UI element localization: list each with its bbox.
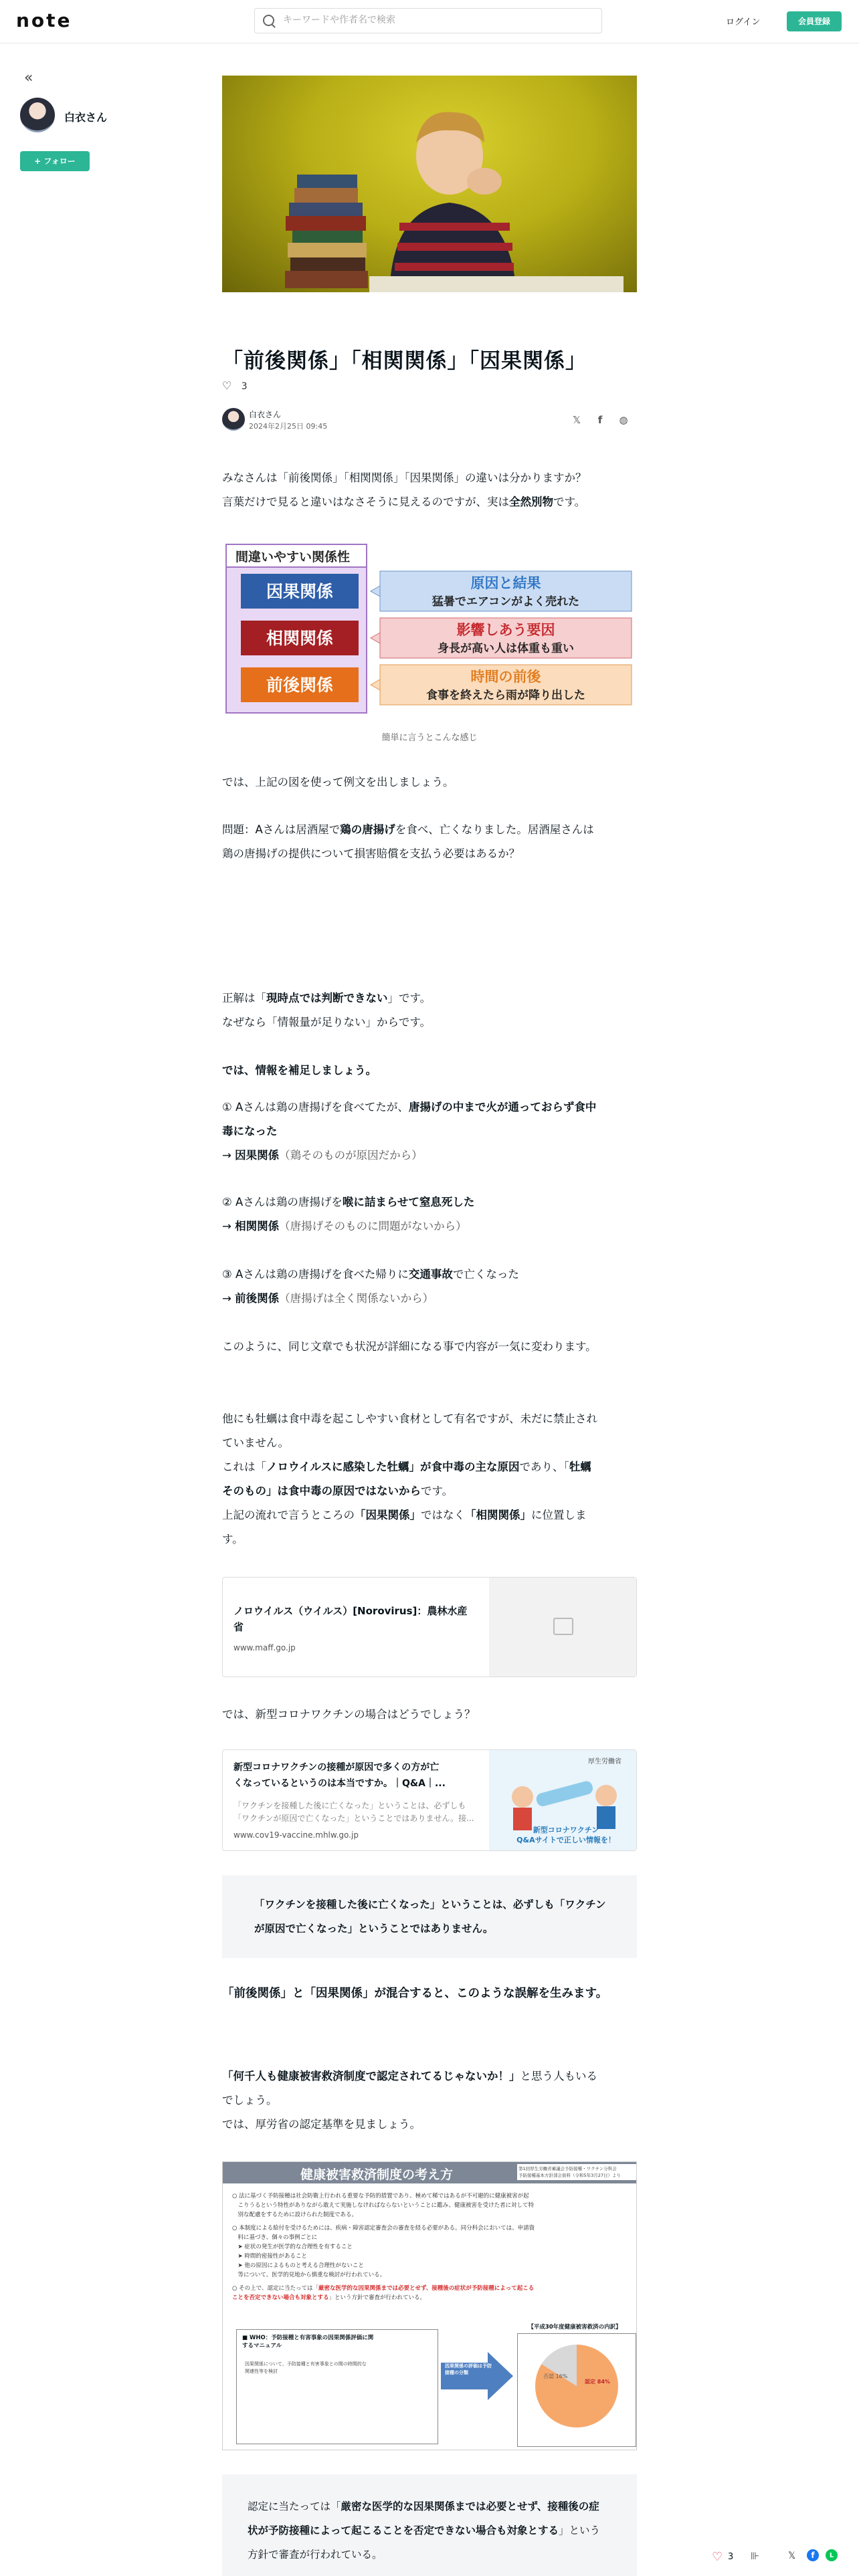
paragraph-oyster: 他にも牡蠣は食中毒を起こしやすい食材として有名ですが、未だに禁止され ていません。 これは「ノロウイルスに感染した牡蠣」が食中毒の主な原因であり、「牡蠣 そのもの」は食中毒の原因ではないからです。 上記の流れで言うところの「因果関係」ではなく「相関関係」に位置しま す。 <box>222 1412 597 1545</box>
diagram-sub-0: 猛暑でエアコンがよく売れた <box>432 595 580 609</box>
paragraph-example: では、上記の図を使って例文を出しましょう。 <box>222 776 454 788</box>
floating-heart-icon[interactable]: ♡ <box>712 2550 723 2564</box>
case-2: ② Aさんは鶏の唐揚げを喉に詰まらせて窒息死した → 相関関係（唐揚げそのものに問題がないから） <box>222 1196 475 1232</box>
heart-icon[interactable]: ♡ <box>222 379 232 392</box>
creator-name[interactable]: 白衣さん <box>64 111 108 124</box>
link-card-maff[interactable] <box>222 1577 637 1677</box>
heading-supplement: では、情報を補足しましょう。 <box>222 1064 377 1077</box>
slide-pie-chart <box>535 2345 618 2428</box>
link-card-mhlw[interactable] <box>222 1749 637 1851</box>
post-date: 2024年2月25日 09:45 <box>249 422 328 431</box>
mhlw-thumb-text: 新型コロナワクチン Q&Aサイトで正しい情報を！ <box>516 1826 615 1844</box>
signup-button[interactable]: 会員登録 <box>787 11 842 31</box>
collapse-sidebar-icon[interactable]: « <box>24 70 33 86</box>
diagram-left-1: 相関関係 <box>266 629 334 648</box>
mhlw-card-thumbnail <box>489 1750 636 1850</box>
slide-corner-note: 第1回厚生労働省審議会予防接種・ワクチン分科会 予防接種基本方針部会資料（令和5年3月27日）より <box>517 2164 637 2180</box>
floating-like-count: 3 <box>728 2552 734 2562</box>
paragraph-intro <box>222 466 644 514</box>
intro-line-1: みなさんは「前後関係」「相関関係」「因果関係」の違いは分かりますか？ <box>222 471 587 484</box>
hero-image <box>222 76 637 292</box>
blockquote-criteria: 認定に当たっては「厳密な医学的な因果関係までは必要とせず、接種後の症 状が予防接種によって起こることを否定できない場合も対象とする」という 方針で審査が行われている。 <box>222 2474 637 2576</box>
case-1: ① Aさんは鶏の唐揚げを食べてたが、唐揚げの中まで火が通っておらず食中 毒になった → 因果関係（鶏そのものが原因だから） <box>222 1101 597 1162</box>
login-link[interactable]: ログイン <box>726 17 761 27</box>
search-input[interactable] <box>282 14 592 26</box>
note-logo[interactable]: note <box>16 9 72 31</box>
x-share-icon[interactable]: 𝕏 <box>572 414 581 426</box>
author-avatar[interactable] <box>222 408 245 431</box>
creator-avatar[interactable] <box>20 98 55 132</box>
image-placeholder-icon <box>553 1618 573 1635</box>
mhlw-badge: 厚生労働省 <box>588 1758 622 1765</box>
author-name[interactable]: 白衣さん <box>249 410 282 419</box>
follow-button[interactable]: + フォロー <box>20 151 90 171</box>
diagram-sub-1: 身長が高い人は体重も重い <box>438 642 574 655</box>
case-3: ③ Aさんは鶏の唐揚げを食べた帰りに交通事故で亡くなった → 前後関係（唐揚げは全く関係ないから） <box>222 1268 519 1305</box>
diagram-left-2: 前後関係 <box>266 675 334 695</box>
search-box[interactable] <box>254 8 602 33</box>
author-row <box>222 408 637 435</box>
mhlw-card-domain: www.cov19-vaccine.mhlw.go.jp <box>233 1830 359 1840</box>
mhlw-card-desc: 「ワクチンを接種した後に亡くなった」ということは、必ずしも 「ワクチンが原因で亡くなった」ということではありません。接... <box>233 1801 474 1823</box>
paragraph-vaccine: では、新型コロナワクチンの場合はどうでしょう？ <box>222 1708 476 1721</box>
floating-x-icon[interactable]: 𝕏 <box>788 2551 796 2561</box>
paragraph-answer: 正解は「現時点では判断できない」です。 なぜなら「情報量が足りない」からです。 <box>222 992 432 1029</box>
slide-arrow-text: 因果関係の評価は予防接種の分類 <box>445 2363 492 2375</box>
pie-grey-label: 否認 16% <box>543 2373 568 2379</box>
boy-with-books-illustration <box>222 76 637 292</box>
mhlw-slide-image <box>222 2161 637 2450</box>
paragraph-mix: 「前後関係」と「因果関係」が混合すると、このような誤解を生みます。 <box>222 1987 608 2000</box>
slide-body: ○ 法に基づく予防接種は社会防衛上行われる重要な予防的措置であり、極めて稀ではあるが不可避的に健康被害が起 こりうるという特性がありながら敢えて実施しなければならないということに鑑み、健康被害を受けた者に対して特 別な配慮をするために設けられた制度である。 ○ 本制度による給付を受けるためには、疾病・障害認定審査会の審査を経る必要がある。同分科会においては、申請資 料に基づき、個々の事例ごとに ➤ 症状の発生が医学的な合理性を有すること ➤ 時間的密接性があること ➤ 他の原因によるものと考える合理性がないこと 等について、医学的見地から慎重な検討が行われている。 ○ その上で、認定に当たっては「厳密な医学的な因果関係までは必要とせず、接種後の症状が予防接種によって起こる ことを否定できない場合も対象とする」という方針で審査が行われている。 <box>232 2193 535 2301</box>
floating-facebook-icon[interactable]: f <box>807 2549 819 2561</box>
like-area[interactable] <box>222 379 248 392</box>
line-share-icon[interactable]: ◍ <box>619 414 628 426</box>
search-icon <box>263 15 274 26</box>
like-count: 3 <box>241 381 248 392</box>
slide-pie-box <box>517 2333 636 2447</box>
slide-arrow <box>441 2349 514 2403</box>
pie-orange-label: 認定 84% <box>585 2379 610 2385</box>
slide-pie-title: 【平成30年度健康被害救済の内訳】 <box>528 2324 622 2331</box>
floating-action-bar <box>709 2548 850 2568</box>
relations-diagram <box>222 534 637 716</box>
slide-who-box: ■ WHO：予防接種と有害事象の因果関係評価に関するマニュアル 因果関係について、予防接種と有害事象との間の時間的な関連性等を検討 <box>236 2329 438 2444</box>
blockquote-vaccine: 「ワクチンを接種した後に亡くなった」ということは、必ずしも「ワクチン が原因で亡くなった」ということではありません。 <box>222 1875 637 1958</box>
diagram-heading: 間違いやすい関係性 <box>235 550 351 564</box>
paragraph-question: 問題：Aさんは居酒屋で鶏の唐揚げを食べ、亡くなりました。居酒屋さんは 鶏の唐揚げの提供について損害賠償を支払う必要はあるか？ <box>222 823 594 860</box>
diagram-caption: 簡単に言うとこんな感じ <box>381 733 478 743</box>
maff-card-title: ノロウイルス（ウイルス）[Norovirus]：農林水産 省 <box>233 1605 468 1633</box>
intro-line-2: 言葉だけで見ると違いはなさそうに見えるのですが、実は全然別物です。 <box>222 496 586 508</box>
paragraph-thousands: 「何千人も健康被害救済制度で認定されてるじゃないか！」と思う人もいる でしょう。 では、厚労省の認定基準を見ましょう。 <box>222 2070 597 2131</box>
article-title: 「前後関係」「相関関係」「因果関係」 <box>222 349 587 373</box>
mhlw-card-title: 新型コロナワクチンの接種が原因で多くの方が亡 くなっているというのは本当ですか。｜Q&A｜... <box>233 1762 446 1789</box>
diagram-sub-2: 食事を終えたら雨が降り出した <box>426 689 585 702</box>
slide-title: 健康被害救済制度の考え方 <box>300 2167 453 2182</box>
maff-card-thumbnail <box>489 1578 636 1677</box>
diagram-title-1: 影響しあう要因 <box>456 622 555 638</box>
floating-chart-icon[interactable]: ⊪ <box>751 2550 760 2562</box>
facebook-share-icon[interactable]: f <box>597 414 603 426</box>
site-header <box>0 0 859 43</box>
diagram-left-0: 因果関係 <box>266 582 334 601</box>
maff-card-domain: www.maff.go.jp <box>233 1643 296 1652</box>
paragraph-summary: このように、同じ文章でも状況が詳細になる事で内容が一気に変わります。 <box>222 1340 597 1353</box>
floating-line-icon[interactable]: L <box>826 2549 838 2561</box>
diagram-title-2: 時間の前後 <box>470 669 541 685</box>
diagram-title-0: 原因と結果 <box>470 575 541 591</box>
